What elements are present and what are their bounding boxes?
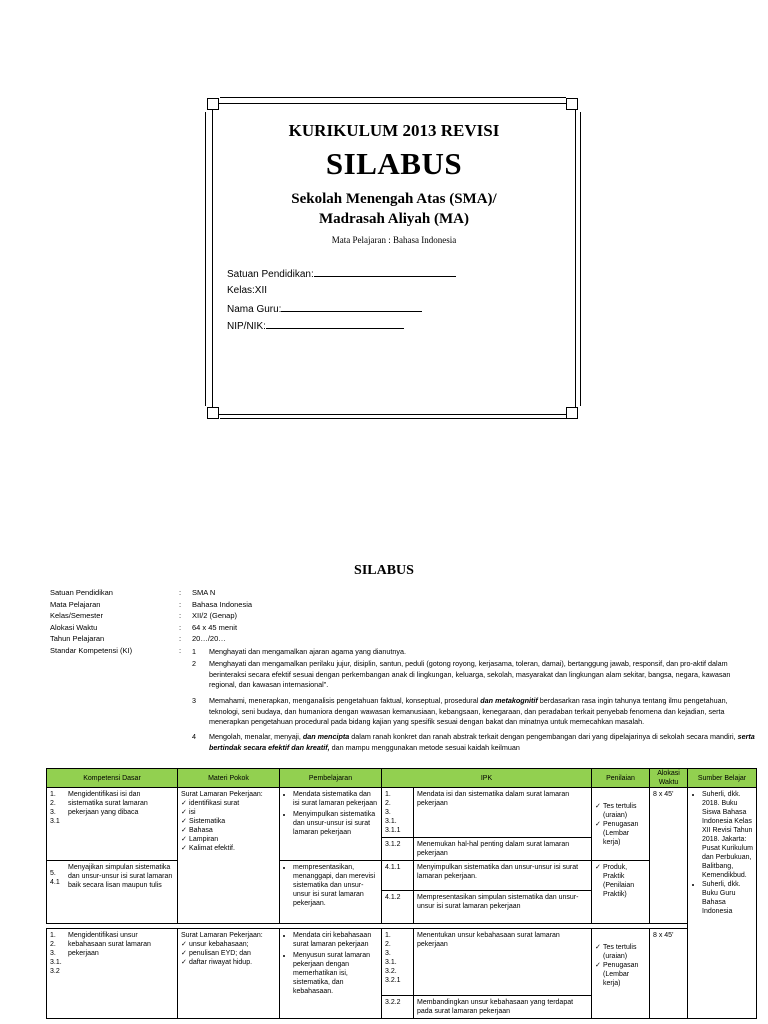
field-guru-label: Nama Guru: xyxy=(227,304,282,315)
field-guru-line xyxy=(281,302,422,312)
kd-number: 4.1 xyxy=(50,879,60,886)
cover-frame-line xyxy=(205,112,206,406)
kd-cell xyxy=(47,861,178,924)
field-satuan-label: Satuan Pendidikan: xyxy=(227,269,314,280)
list-item: ✓ isi xyxy=(181,808,276,817)
ki-text-part: dan mampu menggunakan metode sesuai kaidah keilmuan xyxy=(329,742,520,752)
ki-text xyxy=(209,732,759,753)
ipk-text-cell: Menyimpulkan sistematika dan unsur-unsur isi surat lamaran pekerjaan. xyxy=(414,861,592,891)
cover-corner-ornament xyxy=(207,407,219,419)
ipk-text-cell: Menemukan hal-hal penting dalam surat lamaran pekerjaan xyxy=(414,838,592,861)
ki-number: 3 xyxy=(192,696,196,705)
ipk-number: 3. xyxy=(385,809,391,816)
cover-frame-line xyxy=(220,418,566,419)
ipk-number: 3.2. xyxy=(385,968,397,975)
ki-number: 2 xyxy=(192,659,196,668)
cover-school-line1: Sekolah Menengah Atas (SMA)/ xyxy=(291,191,497,207)
ipk-number-cell xyxy=(382,788,414,838)
kd-number: 3.2 xyxy=(50,968,60,975)
cover-heading: KURIKULUM 2013 REVISI xyxy=(288,121,500,140)
list-item: • Suherli, dkk. Buku Guru Bahasa Indonesia xyxy=(702,880,753,916)
table-header-row xyxy=(47,769,757,788)
pembelajaran-list xyxy=(283,863,378,908)
field-nip-line xyxy=(266,319,404,329)
info-value: Bahasa Indonesia xyxy=(192,599,253,609)
ipk-number: 3. xyxy=(385,950,391,957)
list-item: ✓ penulisan EYD; dan xyxy=(181,949,276,958)
info-value: SMA N xyxy=(192,588,216,597)
list-item: • mempresentasikan, menanggapi, dan merevisi sistematika dan unsur-unsur isi surat lamaran pekerjaan. xyxy=(293,863,378,908)
list-item: ✓ Sistematika xyxy=(181,817,276,826)
penilaian-list xyxy=(595,943,646,988)
penilaian-list xyxy=(595,802,646,847)
kd-number: 1. xyxy=(50,932,56,939)
alokasi-cell: 8 x 45' xyxy=(650,929,688,1019)
info-colon: : xyxy=(179,622,182,632)
list-item: • Menyimpulkan sistematika dan unsur-unsur isi surat lamaran pekerjaan xyxy=(293,810,378,837)
pembelajaran-cell xyxy=(280,929,382,1019)
header-alokasi: Alokasi Waktu xyxy=(650,769,688,788)
penilaian-cell xyxy=(592,929,650,1019)
header-penilaian: Penilaian xyxy=(592,769,650,788)
ipk-number-cell: 4.1.2 xyxy=(382,891,414,924)
penilaian-list xyxy=(595,863,646,899)
header-pembelajaran: Pembelajaran xyxy=(280,769,382,788)
ipk-text-cell: Mempresentasikan simpulan sistematika dan unsur-unsur isi surat lamaran pekerjaan xyxy=(414,891,592,924)
ipk-text-cell: Membandingkan unsur kebahasaan yang terdapat pada surat lamaran pekerjaan xyxy=(414,996,592,1019)
kd-cell xyxy=(47,929,178,1019)
materi-list xyxy=(181,940,276,967)
alokasi-cell: 8 x 45' xyxy=(650,788,688,924)
info-label: Alokasi Waktu xyxy=(50,622,98,632)
list-item: • Suherli, dkk. 2018. Buku Siswa Bahasa Indonesia Kelas XII Revisi Tahun 2018. Jakarta: Pusat Kurikulum dan Perbukuan, Balitbang, Kemendikbud. xyxy=(702,790,753,880)
list-item: ✓ identifikasi surat xyxy=(181,799,276,808)
materi-title: Surat Lamaran Pekerjaan: xyxy=(181,932,263,939)
ki-text-part: Memahami, menerapkan, menganalisis pengetahuan faktual, konseptual, prosedural xyxy=(209,696,481,705)
info-colon: : xyxy=(179,611,182,620)
cover-corner-ornament xyxy=(566,407,578,419)
field-satuan-line xyxy=(314,267,456,277)
info-value: 64 x 45 menit xyxy=(192,622,238,632)
ki-text-italic: dan mencipta xyxy=(302,732,350,741)
header-materi: Materi Pokok xyxy=(178,769,280,788)
kd-number: 3.1 xyxy=(50,818,60,825)
ki-number: 1 xyxy=(192,647,196,656)
pembelajaran-list xyxy=(283,790,378,837)
header-kd: Kompetensi Dasar xyxy=(47,769,178,788)
kd-number: 2. xyxy=(50,941,56,948)
sumber-list xyxy=(691,790,753,916)
kd-number: 5. xyxy=(50,870,56,877)
cover-frame-line xyxy=(580,112,581,406)
list-item: • Menyusun surat lamaran pekerjaan dengan memerhatikan isi, sistematika, dan kebahasaan. xyxy=(293,951,378,996)
cover-frame-line xyxy=(220,97,566,98)
kd-number: 2. xyxy=(50,800,56,807)
ipk-number: 2. xyxy=(385,941,391,948)
list-item: ✓ Penugasan (Lembar kerja) xyxy=(595,961,646,988)
list-item: ✓ Kalimat efektif. xyxy=(181,844,276,853)
table-row xyxy=(47,929,757,996)
ipk-number-cell: 4.1.1 xyxy=(382,861,414,891)
ki-text-italic: dan metakognitif xyxy=(480,696,538,705)
ki-number: 4 xyxy=(192,732,196,741)
kd-numbers xyxy=(50,869,65,887)
cover-subject: Mata Pelajaran : Bahasa Indonesia xyxy=(331,235,457,245)
ipk-number: 3.2.1 xyxy=(385,977,401,984)
kd-text: Mengidentifikasi isi dan sistematika surat lamaran pekerjaan yang dibaca xyxy=(68,791,148,816)
ipk-number: 1. xyxy=(385,791,391,798)
info-colon: : xyxy=(179,588,182,597)
info-label: Mata Pelajaran xyxy=(50,599,101,609)
kd-numbers xyxy=(50,931,65,976)
info-label: Kelas/Semester xyxy=(50,611,103,620)
info-value: 20…/20… xyxy=(192,634,226,643)
kd-numbers xyxy=(50,790,65,826)
field-nip xyxy=(227,319,404,332)
penilaian-cell xyxy=(592,788,650,861)
field-kelas: Kelas:XII xyxy=(227,285,268,296)
ipk-number: 3.1. xyxy=(385,959,397,966)
list-item: • Mendata ciri kebahasaan surat lamaran pekerjaan xyxy=(293,931,378,949)
ki-text-part: dalam ranah konkret dan ranah abstrak terkait dengan pengembangan dari yang dipelajarinya di sekolah secara mandiri, xyxy=(349,732,738,741)
materi-cell xyxy=(178,788,280,924)
cover-school-line2: Madrasah Aliyah (MA) xyxy=(319,211,469,227)
cover-title: SILABUS xyxy=(325,146,463,181)
info-colon: : xyxy=(179,645,182,655)
kd-number: 3. xyxy=(50,950,56,957)
cover-corner-ornament xyxy=(207,98,219,110)
header-ipk: IPK xyxy=(382,769,592,788)
ipk-number-cell: 3.1.2 xyxy=(382,838,414,861)
info-value: XII/2 (Genap) xyxy=(192,611,238,620)
field-guru xyxy=(227,302,422,315)
list-item: ✓ unsur kebahasaan; xyxy=(181,940,276,949)
info-colon: : xyxy=(179,599,182,609)
list-item: ✓ Produk, Praktik (Penilaian Praktik) xyxy=(595,863,646,899)
kd-text: Mengidentifikasi unsur kebahasaan surat lamaran pekerjaan xyxy=(68,932,151,957)
kd-text: Menyajikan simpulan sistematika dan unsur-unsur isi surat lamaran baik secara lisan maupun tulis xyxy=(68,864,173,889)
pembelajaran-cell xyxy=(280,788,382,861)
header-sumber: Sumber Belajar xyxy=(688,769,757,788)
info-label: Satuan Pendidikan xyxy=(50,588,113,597)
list-item: ✓ Tes tertulis (uraian) xyxy=(595,943,646,961)
ipk-number: 1. xyxy=(385,932,391,939)
field-satuan xyxy=(227,267,456,280)
ipk-number: 2. xyxy=(385,800,391,807)
ipk-number: 3.1.1 xyxy=(385,827,401,834)
silabus-table xyxy=(46,768,757,1019)
ipk-number-cell: 3.2.2 xyxy=(382,996,414,1019)
kd-number: 1. xyxy=(50,791,56,798)
ki-text: Menghayati dan mengamalkan ajaran agama yang dianutnya. xyxy=(209,647,406,656)
list-item: ✓ Tes tertulis (uraian) xyxy=(595,802,646,820)
info-label: Tahun Pelajaran xyxy=(50,634,105,643)
cover-corner-ornament xyxy=(566,98,578,110)
list-item: ✓ Bahasa xyxy=(181,826,276,835)
ipk-text-cell: Menentukan unsur kebahasaan surat lamaran pekerjaan xyxy=(414,929,592,996)
pembelajaran-list xyxy=(283,931,378,996)
ki-text-italic: serta bertindak secara efektif dan kreatif, xyxy=(209,732,755,752)
kd-number: 3.1. xyxy=(50,959,62,966)
list-item: • Mendata sistematika dan isi surat lamaran pekerjaan xyxy=(293,790,378,808)
materi-list xyxy=(181,799,276,853)
list-item: ✓ Lampiran xyxy=(181,835,276,844)
page-title: SILABUS xyxy=(354,563,414,578)
list-item: ✓ Penugasan (Lembar kerja) xyxy=(595,820,646,847)
ki-text xyxy=(209,696,759,728)
kd-cell xyxy=(47,788,178,861)
ipk-number: 3.1. xyxy=(385,818,397,825)
penilaian-cell xyxy=(592,861,650,924)
list-item: ✓ daftar riwayat hidup. xyxy=(181,958,276,967)
sumber-cell xyxy=(688,788,757,1019)
ipk-number-cell xyxy=(382,929,414,996)
materi-title: Surat Lamaran Pekerjaan: xyxy=(181,791,263,798)
ki-text-part: berdasarkan rasa ingin tahunya tentang ilmu pengetahuan, teknologi, seni budaya, dan humaniora dengan wawasan kemanusiaan, kebangsaan, kenegaraan, dan peradaban terkait penyebab fenomena dan kejadian, serta menerapkan pengetahuan procedural pada bidang kajian yang spesifik sesuai dengan bakat dan minatnya untuk memecahkan masalah. xyxy=(209,696,728,726)
ki-text: Menghayati dan mengamalkan perilaku jujur, disiplin, santun, peduli (gotong royong, kerjasama, toleran, damai), bertanggung jawab, responsif, dan pro-aktif dalam berinteraksi secara efektif sesuai dengan perkembangan anak di lingkungan, keluarga, sekolah, masyarakat dan lingkungan alam sekitar, bangsa, negara, kawasan regional, dan kawasan internasional". xyxy=(209,659,731,689)
table-row xyxy=(47,788,757,838)
info-label: Standar Kompetensi (KI) xyxy=(50,645,133,655)
pembelajaran-cell xyxy=(280,861,382,924)
ki-text-part: Mengolah, menalar, menyaji, xyxy=(209,732,303,741)
materi-cell xyxy=(178,929,280,1019)
ipk-text-cell: Mendata isi dan sistematika dalam surat lamaran pekerjaan xyxy=(414,788,592,838)
field-nip-label: NIP/NIK: xyxy=(227,321,266,332)
info-colon: : xyxy=(179,634,182,643)
kd-number: 3. xyxy=(50,809,56,816)
